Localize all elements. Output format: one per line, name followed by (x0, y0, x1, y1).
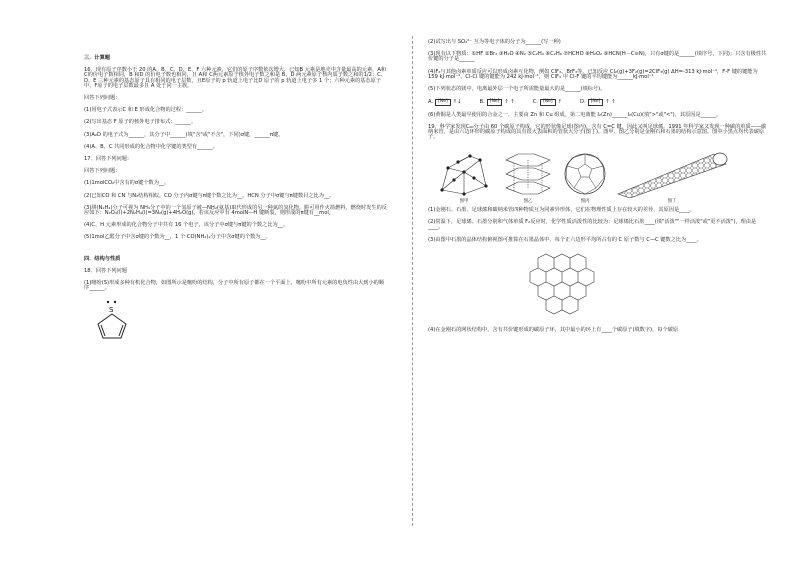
caption-fullerene: 图丙 (580, 198, 590, 204)
caption-graphite: 图乙 (523, 198, 533, 204)
q16-stem: 16．现有原子序数小于 20 的A、B、C、D、E、F 六种元素，它们的原子序数依次增大，已知B 元素是地壳中含量最高的元素，A和C的价电子数相同，B 和D 的价电子数也相同，且 A和 C两元素原子核外电子数之和是 B、D 两元素原子核内质子数之和的1/2；C、D、E 三种元素的基态原子具有相同的电子层数，且E原子的 p 轨道上电子比D 原子的 p 轨道上电子多 1 个；六种元素的基态原子中，F原子的电子层数最多且 A 处于同一主族。 (84, 67, 387, 89)
q17-part5: (5)1mol乙醛分子中含σ键的个数为__，1 个 CO(NH₂)₂分子中含σ键的个数为__。 (84, 234, 271, 241)
q19-part1: (1)金刚石、石墨、足球烯和碳纳米管四种物质互为同素异形体，它们在物理性质上存在较大的差异，其原因是____。 (428, 207, 695, 214)
option-c-orbital: ↑ (557, 98, 562, 105)
option-d-label: D. (579, 98, 586, 105)
q19-part3: (3)由图中石墨的晶体结构俯视图可推算在石墨晶体中，每个正六边形平均所占有的 C 原子数与 C—C 键数之比为____。 (428, 236, 702, 243)
option-a-orbital: ↑↓ (452, 98, 462, 105)
q17-part3: (3)肼(N₂H₄)分子可视为 NH₃分子中的一个氢原子被—NH₂(氨基)取代形成的另一种氮的氢化物。肼可用作火箭燃料，燃烧时发生的反应如下：N₂O₄(l)+2N₂H₄(l)=3N₂(g)+4H₂O(g)。若该反应中有 4molN—H 键断裂，则形成的π键有__mol。 (84, 204, 387, 217)
q16-part2: (2)写出基态 F 原子的核外电子排布式：______。 (84, 119, 197, 126)
q19-part2: (2)常温下，足球烯、石墨分别和气体单质 F₂反应时，化学性质活泼性的比较为：足球烯比石墨____(填"活泼""一样活泼"或"更不活泼")，理由是____。 (428, 219, 757, 231)
figure-fullerene (562, 150, 608, 205)
left-column (84, 40, 388, 344)
q18-part4: (4)F₂与其他卤素单质反应可以形成卤素互化物，例如 ClF₃、BrF₃等。已知反应 Cl₂(g)+3F₂(g)=2ClF₃(g) ΔH=-313 kJ·mol⁻¹，F-F 键的键能为 159 kJ·mol⁻¹，Cl-Cl 键的键能为 242 kJ·mol⁻¹，则 ClF₃ 中 Cl-F 键的平均键能为______kJ·mol⁻¹ (428, 68, 758, 80)
q19-part4: (4)在金刚石的网状结构中，含有共价键形成的碳原子环，其中最小的环上有____个碳原子(填数字)，每个碳原 (428, 327, 679, 334)
section-heading-structure: 四．结构与性质 (84, 255, 121, 262)
right-column (428, 40, 768, 340)
q18-part5: (5)下列状态的镁中，电离最外层一个电子所需能量最大的是______(填标号)。 (428, 86, 606, 93)
figure-nanotube (614, 148, 730, 205)
option-b-label: B. (479, 98, 485, 105)
option-d (580, 99, 616, 106)
q17-part2: (2)已知CO 和 CN 与N₂结构相似，CO 分子内σ键与π键个数之比为__。HCN 分子中σ键与π键数目之比为__。 (84, 192, 335, 199)
q19-stem: 19．科学家发现C₆₀分子由 60 个碳原子构成，它的形状像足球(图丙)，含有 C=C 键，因此又叫足球烯。1991 年科学家又发现一种碳的单质——碳纳米管，是由六边环形的碳原子构成的具有很大表面积的管状大分子(图丁)。图甲、图乙分别是金刚石和石墨的结构示意图。图中小黑点均代表碳原子。 (428, 123, 767, 141)
q16-part4: (4)A、B、C 共同形成的化合物中化学键的类型有______。 (84, 143, 218, 150)
option-d-orbital: ↑ ↑ (605, 98, 616, 105)
q17-part1: (1)1molCO₂中含有的σ键个数为__。 (84, 180, 170, 187)
option-b (479, 99, 514, 106)
mg-state-options (428, 99, 768, 106)
option-a-core: [Ne] (435, 99, 451, 106)
q18-part6: (6)黄铜是人类最早使用的合金之一，主要由 Zn 和 Cu 组成。第二电离能 I₂(Zn)______I₂(Cu)(填">"或"<")，其原因是______。 (428, 111, 722, 118)
carbon-allotropes-figures (434, 148, 768, 205)
option-c-core: [Ne] (540, 99, 556, 106)
caption-nanotube: 图丁 (667, 198, 677, 204)
q16-part3: (3)A₂D 的电子式为______，其分子中______(填"含"或"不含"，下同)σ键，______π键。 (84, 131, 284, 138)
option-a-label: A. (428, 98, 434, 105)
section-heading-calc: 三．计算题 (84, 55, 110, 61)
graphite-layer-figure (518, 250, 768, 322)
option-d-core: [Ne] (588, 99, 604, 106)
thiophene-structure-figure (92, 299, 388, 343)
option-c-label: C. (532, 98, 538, 105)
q17-stem: 17．回答下列问题： (84, 156, 133, 163)
option-c (533, 99, 562, 106)
figure-graphite (500, 150, 556, 205)
answer-prompt-2: 回答下列问题： (84, 168, 121, 175)
option-a (428, 99, 461, 106)
q17-part4: (4)C、H 元素形成的化合物分子中共有 16 个电子，该分子中σ键与π键的个数之比为__。 (84, 222, 289, 229)
option-b-core: [Ne] (487, 99, 503, 106)
q18-part2: (2)试写出与 SO₄²⁻ 互为等电子体的分子为______(写一种) (428, 39, 561, 45)
caption-diamond: 图甲 (459, 198, 469, 204)
option-b-orbital: ↑ ↑ (504, 98, 515, 105)
q16-part1: (1)用电子式表示C 和 E 形成化合物的过程：______。 (84, 107, 207, 114)
column-divider (412, 36, 413, 526)
svg-text:S: S (109, 306, 114, 315)
figure-diamond (434, 150, 494, 205)
q18-part1: (1)噻吩(S)形成多种有机化合物，如图所示是噻吩的结构，分子中所有原子都在一个平面上，噻吩中所有元素的电负性由大到小的顺序______。 (84, 280, 385, 292)
answer-prompt: 回答下列问题： (84, 95, 121, 102)
q18-part3: (3)现有以下物质：①HF ②Br₂ ③H₂O ④N₂ ⑤C₂H₄ ⑥C₂H₆ ⑦HCHO ⑧H₂O₂ ⑨HCN(H－C≡N)，只有σ键的是______(填序号，下同)；只含有极性共价键的分子是______ (428, 51, 767, 63)
q18-stem: 18．回答下列问题 (84, 267, 127, 274)
